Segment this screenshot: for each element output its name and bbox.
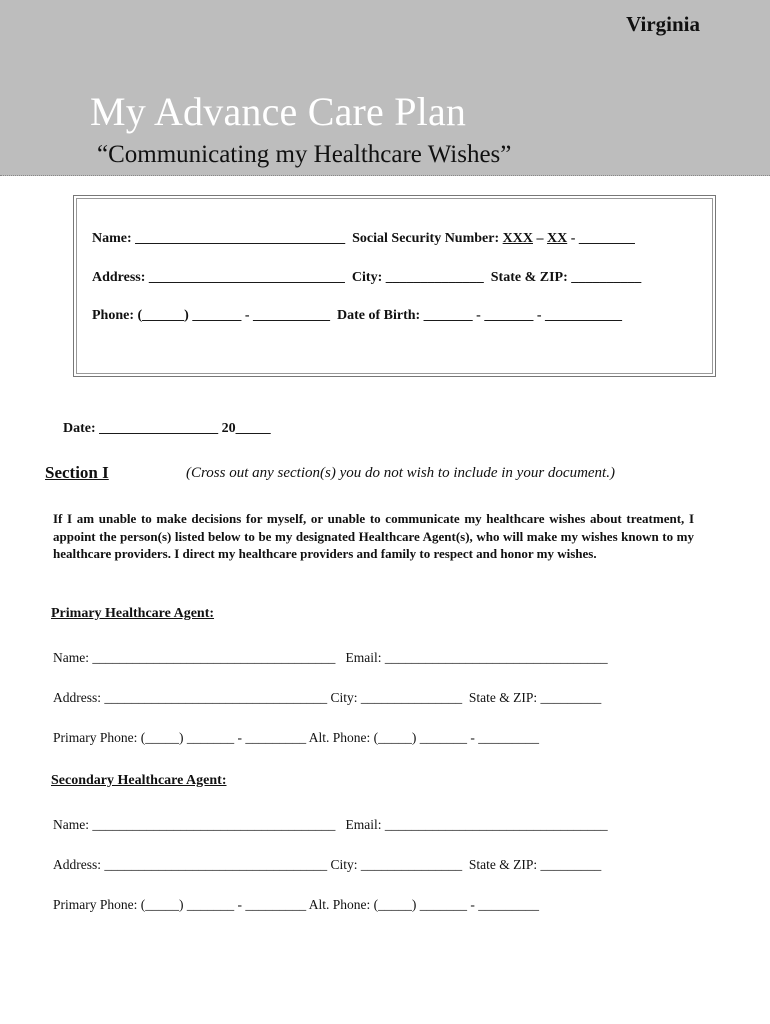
header-banner <box>0 0 770 176</box>
secondary-agent-phone-line: Primary Phone: (_____) _______ - _________ Alt. Phone: (_____) _______ - _________ <box>53 897 539 912</box>
personal-phone-dob-line: Phone: (______) _______ - ___________ Date of Birth: _______ - _______ - ___________ <box>92 308 623 323</box>
secondary-agent-heading: Secondary Healthcare Agent: <box>51 773 227 788</box>
section-intro: If I am unable to make decisions for myself, or unable to communicate my healthcare wishes about treatment, I appoint the person(s) listed below to be my designated Healthcare Agent(s), who will make my wishes known to my healthcare providers. I direct my healthcare providers and family to respect and honor my wishes. <box>53 511 694 561</box>
personal-name-ssn-label: Name: ______________________________ Social Security Number: <box>92 231 503 246</box>
ssn-tail: - ________ <box>567 231 635 246</box>
state-label: Virginia <box>626 12 700 36</box>
primary-agent-heading: Primary Healthcare Agent: <box>51 606 215 621</box>
primary-agent-phone-line: Primary Phone: (_____) _______ - _________ Alt. Phone: (_____) _______ - _________ <box>53 730 539 745</box>
ssn-xxx: XXX <box>502 231 533 246</box>
personal-address-line: Address: ____________________________ City: ______________ State & ZIP: __________ <box>92 270 642 285</box>
page-title: My Advance Care Plan <box>90 89 467 134</box>
ssn-xx: XX <box>546 231 568 246</box>
section-note: (Cross out any section(s) you do not wish to include in your document.) <box>186 465 615 481</box>
date-line: Date: _________________ 20_____ <box>63 421 271 436</box>
secondary-agent-address-line: Address: _________________________________ City: _______________ State & ZIP: _________ <box>53 857 602 872</box>
personal-name-ssn-line <box>92 231 635 247</box>
primary-agent-address-line: Address: _________________________________ City: _______________ State & ZIP: _________ <box>53 690 602 705</box>
section-title: Section I <box>45 463 109 482</box>
secondary-agent-name-email-line: Name: ____________________________________ Email: _________________________________ <box>53 817 608 832</box>
ssn-dash: – <box>532 231 547 246</box>
primary-agent-name-email-line: Name: ____________________________________ Email: _________________________________ <box>53 650 608 665</box>
personal-info-box <box>73 195 716 377</box>
page-subtitle: “Communicating my Healthcare Wishes” <box>97 141 512 168</box>
